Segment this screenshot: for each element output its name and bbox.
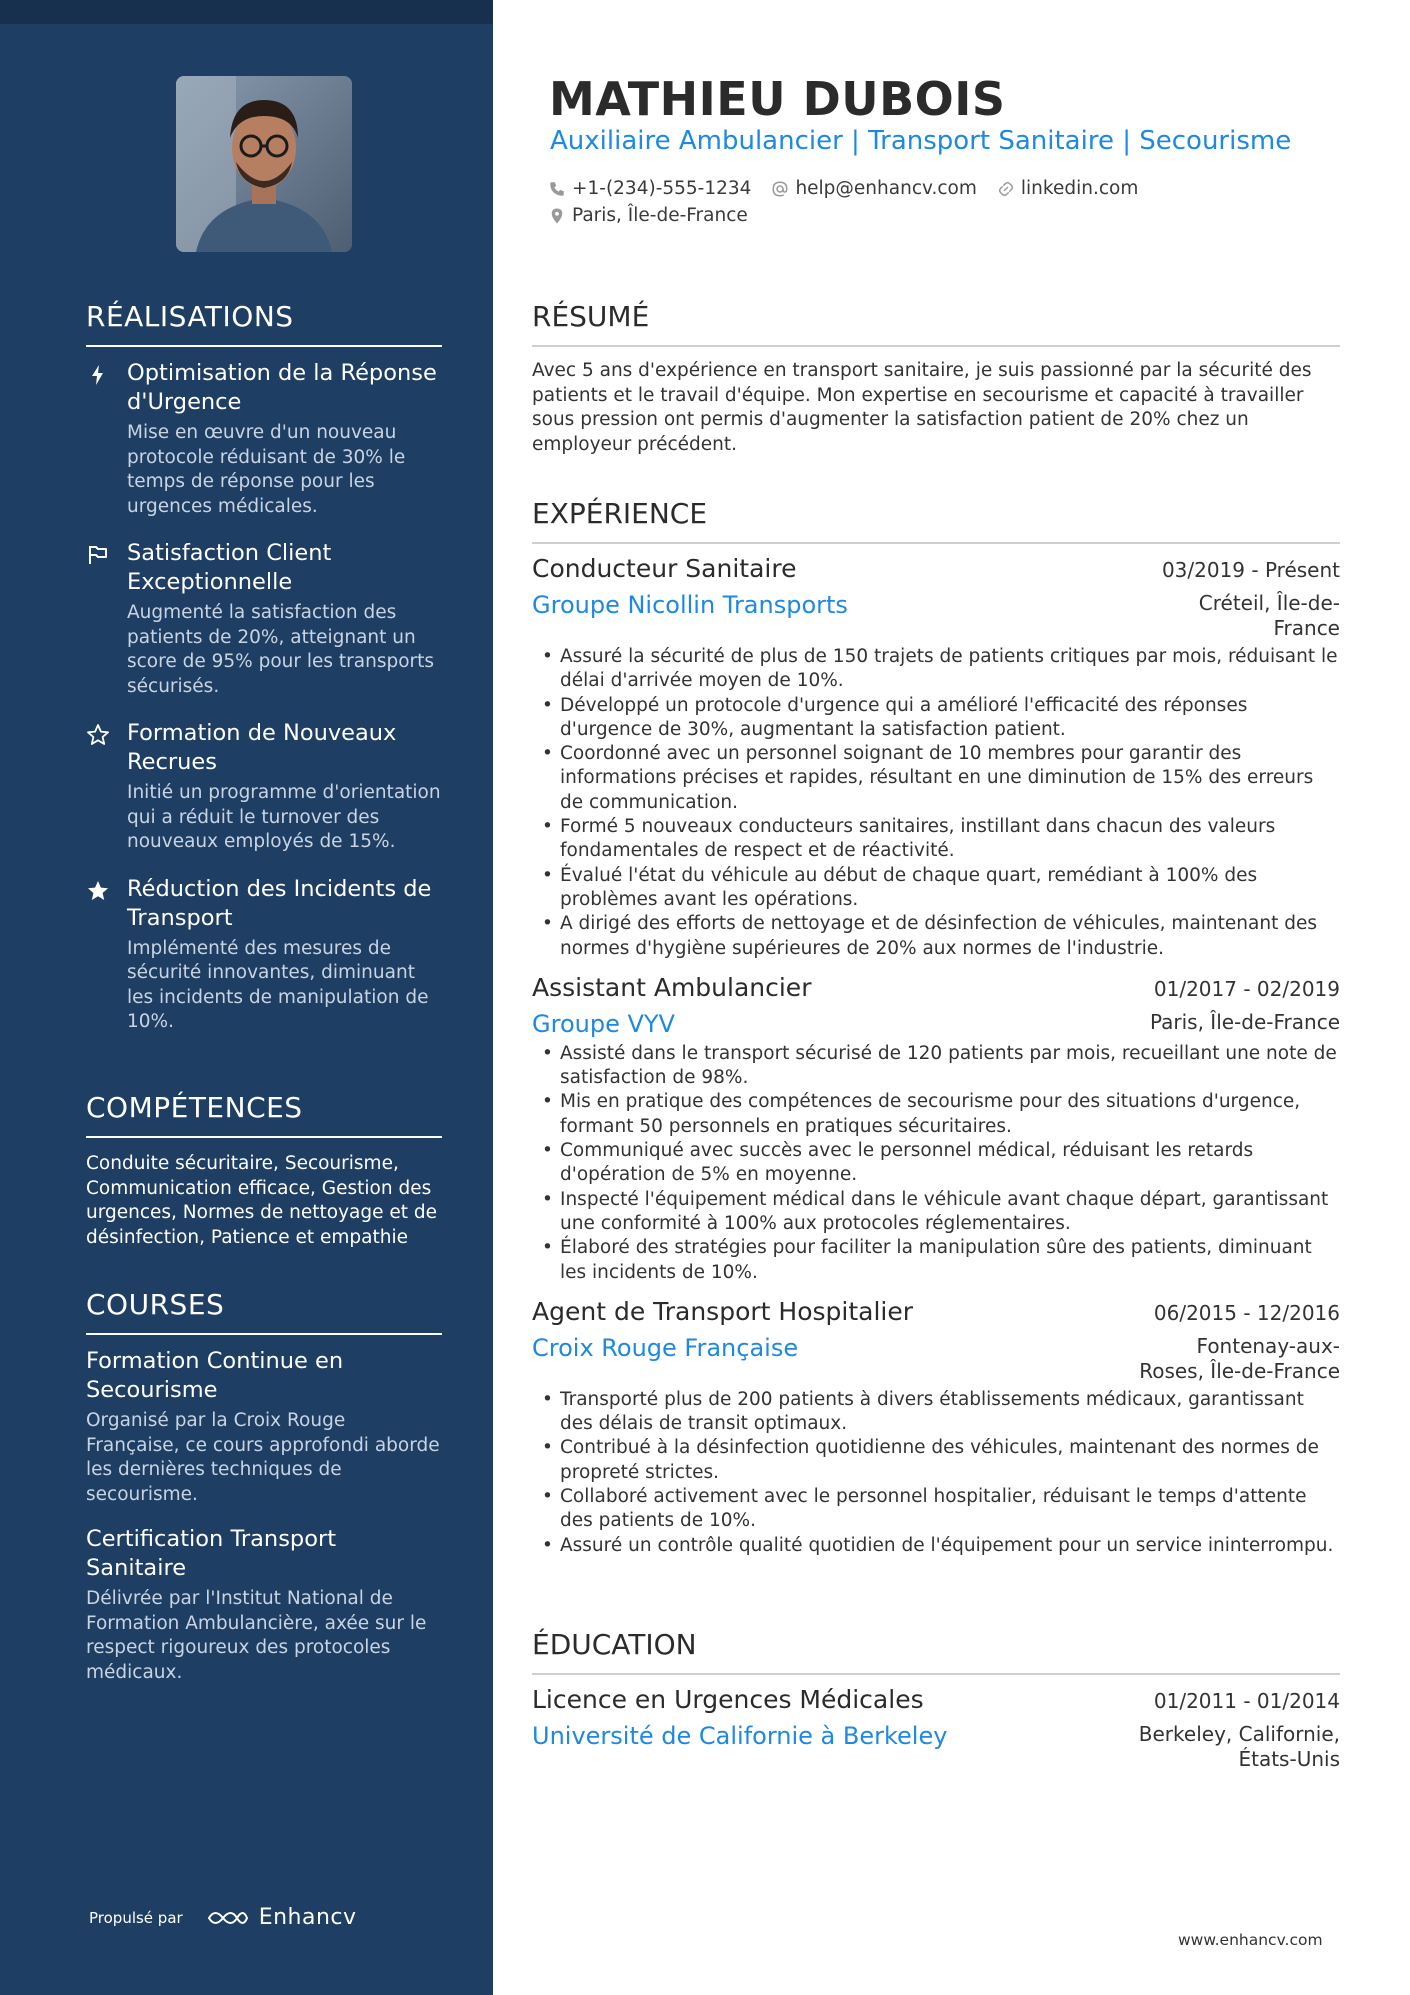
- course-title: Certification Transport Sanitaire: [86, 1526, 337, 1581]
- achievements-section: [86, 300, 442, 1035]
- education-entry: [532, 1685, 1340, 1772]
- job-entry: [532, 973, 1340, 1285]
- summary-title: RÉSUMÉ: [532, 300, 1340, 347]
- job-role: Conducteur Sanitaire: [532, 554, 797, 583]
- phone-text: +1-(234)-555-1234: [572, 178, 752, 199]
- profile-photo: [176, 76, 352, 252]
- sidebar: [0, 0, 493, 1995]
- email-contact[interactable]: [771, 178, 976, 199]
- job-entry: [532, 554, 1340, 961]
- enhancv-logo[interactable]: [205, 1905, 357, 1930]
- education-title: ÉDUCATION: [532, 1628, 1340, 1675]
- job-bullet: • Communiqué avec succès avec le personnel médical, réduisant les retards d'opération de 5% en moyenne.: [532, 1139, 1340, 1188]
- job-bullet: • Collaboré activement avec le personnel hospitalier, réduisant le temps d'attente des patients de 10%.: [532, 1485, 1340, 1534]
- phone-contact[interactable]: [548, 178, 751, 199]
- education-degree: Licence en Urgences Médicales: [532, 1685, 924, 1714]
- courses-title: COURSES: [86, 1288, 442, 1335]
- phone-icon: [548, 180, 566, 198]
- job-location: Fontenay-aux- Roses, Île-de-France: [1139, 1333, 1340, 1383]
- contact-info: [548, 175, 1328, 229]
- achievement-item: [86, 875, 442, 1035]
- location-contact: [548, 205, 748, 226]
- job-bullet: • A dirigé des efforts de nettoyage et de désinfection de véhicules, maintenant des normes d'hygiène supérieures de 20% aux normes de l'industrie.: [532, 912, 1340, 961]
- experience-title: EXPÉRIENCE: [532, 497, 1340, 544]
- star-outline-icon: [86, 723, 110, 747]
- education-section: [532, 1628, 1340, 1772]
- job-bullet: • Contribué à la désinfection quotidienne des véhicules, maintenant des normes de propreté strictes.: [532, 1436, 1340, 1485]
- location-text: Paris, Île-de-France: [572, 205, 748, 226]
- achievement-title: Formation de Nouveaux Recrues: [127, 720, 397, 775]
- achievement-item: [86, 539, 442, 699]
- job-bullet: • Transporté plus de 200 patients à divers établissements médicaux, garantissant des délais de transit optimaux.: [532, 1388, 1340, 1437]
- skills-title: COMPÉTENCES: [86, 1091, 442, 1138]
- course-title: Formation Continue en Secourisme: [86, 1348, 344, 1403]
- powered-by-label: Propulsé par: [89, 1908, 183, 1927]
- job-entry: [532, 1297, 1340, 1558]
- job-bullet: • Évalué l'état du véhicule au début de chaque quart, remédiant à 100% des problèmes avant les opérations.: [532, 864, 1340, 913]
- link-icon: [997, 180, 1015, 198]
- skills-section: [86, 1091, 442, 1250]
- job-bullet: • Coordonné avec un personnel soignant de 10 membres pour garantir des informations précises et rapides, résultant en une diminution de 15% des erreurs de communication.: [532, 742, 1340, 815]
- location-pin-icon: [548, 207, 566, 225]
- job-bullet: • Assisté dans le transport sécurisé de 120 patients par mois, recueillant une note de satisfaction de 98%.: [532, 1042, 1340, 1091]
- linkedin-text: linkedin.com: [1020, 178, 1139, 199]
- candidate-name: MATHIEU DUBOIS: [549, 72, 1006, 126]
- job-role: Assistant Ambulancier: [532, 972, 812, 1002]
- course-desc: Organisé par la Croix Rouge Française, ce cours approfondi aborde les dernières techniques de secourisme.: [86, 1410, 440, 1505]
- achievement-desc: Implémenté des mesures de sécurité innovantes, diminuant les incidents de manipulation de 10%.: [127, 937, 429, 1032]
- job-role: Agent de Transport Hospitalier: [532, 1296, 914, 1326]
- achievement-title: Optimisation de la Réponse d'Urgence: [127, 360, 437, 415]
- summary-text: Avec 5 ans d'expérience en transport sanitaire, je suis passionné par la sécurité des patients et le travail d'équipe. Mon expertise en secourisme et capacité à travailler sous pression ont permis d'augmenter la satisfaction patient de 20% chez un employeur précédent.: [532, 360, 1312, 455]
- star-filled-icon: [86, 879, 110, 903]
- education-school[interactable]: Université de Californie à Berkeley: [532, 1722, 948, 1750]
- job-company[interactable]: Groupe VYV: [532, 1009, 675, 1038]
- course-item: [86, 1525, 442, 1685]
- achievement-item: [86, 359, 442, 519]
- email-text: help@enhancv.com: [795, 178, 977, 199]
- courses-section: [86, 1288, 442, 1685]
- flag-icon: [86, 543, 110, 567]
- sidebar-top-bar: [0, 0, 493, 24]
- enhancv-logo-icon: [205, 1906, 251, 1930]
- at-icon: [771, 180, 789, 198]
- lightning-icon: [86, 363, 110, 387]
- job-location: Paris, Île-de-France: [1149, 1009, 1340, 1034]
- achievement-desc: Augmenté la satisfaction des patients de 20%, atteignant un score de 95% pour les transports sécurisés.: [127, 602, 435, 697]
- powered-by: [89, 1905, 357, 1930]
- achievement-title: Réduction des Incidents de Transport: [127, 875, 432, 931]
- achievements-title: RÉALISATIONS: [86, 300, 442, 347]
- job-bullet: • Développé un protocole d'urgence qui a amélioré l'efficacité des réponses d'urgence de 30%, augmentant la satisfaction patient.: [532, 694, 1340, 743]
- job-bullet: • Mis en pratique des compétences de secourisme pour des situations d'urgence, formant 50 personnels en pratiques sécuritaires.: [532, 1090, 1340, 1139]
- job-dates: 01/2017 - 02/2019: [1153, 976, 1340, 1001]
- summary-section: [532, 300, 1340, 457]
- experience-section: [532, 497, 1340, 1558]
- course-item: [86, 1347, 442, 1507]
- job-company[interactable]: Croix Rouge Française: [532, 1333, 799, 1362]
- enhancv-brand: Enhancv: [258, 1905, 357, 1930]
- job-bullets: [532, 1388, 1340, 1558]
- achievement-item: [86, 719, 442, 855]
- linkedin-contact[interactable]: [997, 178, 1138, 199]
- job-location: Créteil, Île-de- France: [1198, 591, 1340, 640]
- job-company[interactable]: Groupe Nicollin Transports: [532, 591, 848, 619]
- course-desc: Délivrée par l'Institut National de Formation Ambulancière, axée sur le respect rigoureux des protocoles médicaux.: [86, 1588, 427, 1683]
- job-bullet: • Élaboré des stratégies pour faciliter la manipulation sûre des patients, diminuant les incidents de 10%.: [532, 1236, 1340, 1285]
- achievement-title: Satisfaction Client Exceptionnelle: [127, 540, 332, 595]
- achievement-desc: Mise en œuvre d'un nouveau protocole réduisant de 30% le temps de réponse pour les urgences médicales.: [127, 422, 406, 517]
- job-bullet: • Assuré la sécurité de plus de 150 trajets de patients critiques par mois, réduisant le délai d'arrivée moyen de 10%.: [532, 645, 1340, 694]
- job-bullet: • Assuré un contrôle qualité quotidien de l'équipement pour un service ininterrompu.: [532, 1534, 1340, 1558]
- job-bullets: [532, 1042, 1340, 1285]
- job-bullet: • Inspecté l'équipement médical dans le véhicule avant chaque départ, garantissant une conformité à 100% aux protocoles réglementaires.: [532, 1188, 1340, 1237]
- achievement-desc: Initié un programme d'orientation qui a réduit le turnover des nouveaux employés de 15%.: [127, 782, 441, 852]
- footer-url[interactable]: www.enhancv.com: [1178, 1931, 1323, 1949]
- education-location: Berkeley, Californie, États-Unis: [1138, 1722, 1340, 1771]
- job-bullets: [532, 645, 1340, 961]
- education-dates: 01/2011 - 01/2014: [1153, 1689, 1340, 1713]
- job-bullet: • Formé 5 nouveaux conducteurs sanitaires, instillant dans chacun des valeurs fondamentales de respect et de réactivité.: [532, 815, 1340, 864]
- job-dates: 03/2019 - Présent: [1161, 558, 1340, 582]
- candidate-headline: Auxiliaire Ambulancier | Transport Sanitaire | Secourisme: [550, 126, 1292, 156]
- job-dates: 06/2015 - 12/2016: [1153, 1300, 1340, 1325]
- skills-list: Conduite sécuritaire, Secourisme, Communication efficace, Gestion des urgences, Normes de nettoyage et de désinfection, Patience et empathie: [86, 1153, 438, 1248]
